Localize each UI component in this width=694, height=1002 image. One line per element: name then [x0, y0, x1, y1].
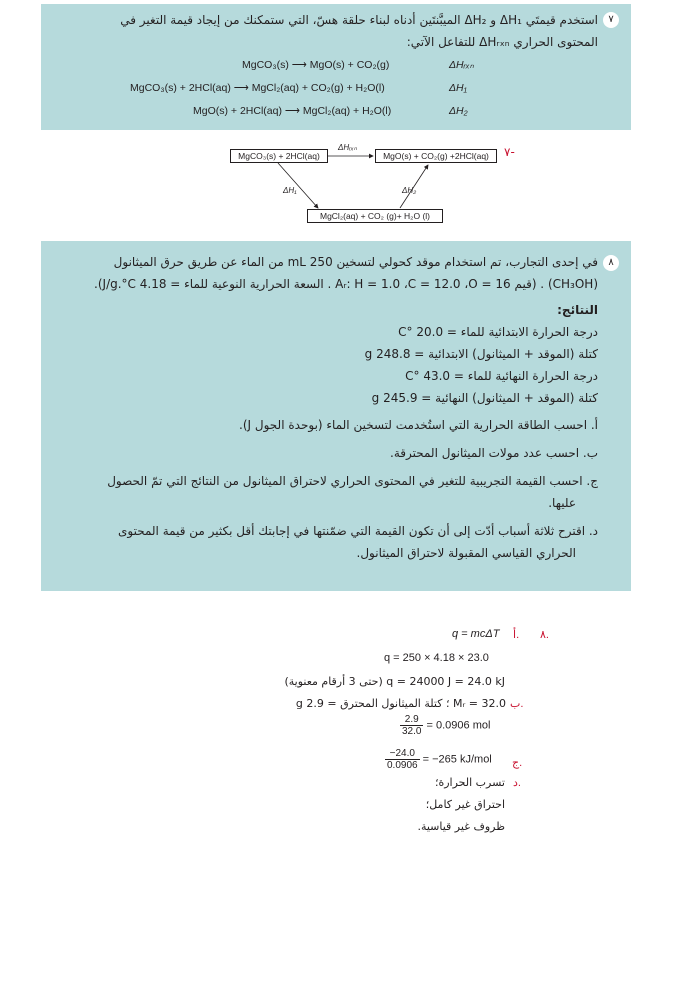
q8-part-c-line-2: عليها. — [548, 496, 576, 510]
hess-box-products: MgO(s) + CO₂(g) +2HCl(aq) — [375, 149, 497, 163]
q8-result-1: درجة الحرارة الابتدائية للماء = 20.0 °C — [398, 325, 598, 339]
q8-part-b: ب. احسب عدد مولات الميثانول المحترقة. — [390, 446, 598, 460]
q8-answer-c-1: $\frac{-24.0}{0.0906}$ = −265 kJ/mol — [387, 748, 492, 771]
q8-part-d-line-2: الحراري القياسي المقبولة لاحتراق الميثانول. — [356, 546, 576, 560]
q8-answer-a-1: q = mcΔT — [452, 628, 500, 640]
q8-result-3: درجة الحرارة النهائية للماء = 43.0 °C — [405, 369, 598, 383]
q7-eq-1-dh: ΔH₁ — [449, 82, 467, 94]
q7-answer-number: ٧- — [504, 145, 515, 159]
q8-answer-b-label: ب. — [510, 698, 524, 710]
question-8-number: ٨ — [603, 255, 619, 271]
q8-answer-d-3: ظروف غير قياسية. — [417, 820, 505, 833]
q8-answer-a-2: q = 250 × 4.18 × 23.0 — [384, 652, 489, 664]
q7-equation-rxn: MgCO₃(s) ⟶ MgO(s) + CO₂(g) ΔHᵣₓₙ — [242, 59, 474, 71]
q8-result-2: كتلة (الموقد + الميثانول) الابتدائية = 248.8 g — [364, 347, 598, 361]
hess-label-dh1: ΔH₁ — [283, 186, 297, 195]
q8-part-a: أ. احسب الطاقة الحرارية التي استُخدمت لتسخين الماء (بوحدة الجول J). — [239, 418, 598, 432]
q7-eq-2-dh: ΔH₂ — [449, 105, 468, 117]
hess-label-rxn: ΔHᵣₓₙ — [338, 143, 357, 152]
hess-cycle-arrows — [0, 0, 694, 240]
q8-answer-d-1: تسرب الحرارة؛ — [434, 776, 505, 789]
q8-prompt-line-2: (CH₃OH) . (قيم Aᵣ: H = 1.0 ،C = 12.0 ،O = 16 . السعة الحرارية النوعية للماء = 4.18 J/g.°C). — [94, 277, 598, 291]
q7-equation-1: MgCO₃(s) + 2HCl(aq) ⟶ MgCl₂(aq) + CO₂(g) + H₂O(l) ΔH₁ — [130, 82, 467, 94]
q8-answer-d-2: احتراق غير كامل؛ — [425, 798, 505, 811]
q8-answer-b-fraction: $\frac{2.9}{32.0}$ — [402, 714, 422, 737]
q8-part-d-line-1: د. اقترح ثلاثة أسباب أدّت إلى أن تكون القيمة التي ضمّنتها في إجابتك أقل بكثير من قيمة المحتوى — [118, 524, 598, 538]
q7-eq-rxn-dh: ΔHᵣₓₙ — [449, 59, 474, 71]
q7-prompt-line-1: استخدم قيمتَي ΔH₁ و ΔH₂ الميبَّنتَين أدناه لبناء حلقة هسّ، التي ستمكنك من إيجاد قيمة التغير في — [120, 13, 598, 27]
hess-label-dh2: ΔH₂ — [402, 186, 417, 195]
q8-answer-c-label: ج. — [512, 757, 523, 769]
hess-box-intermediate: MgCl₂(aq) + CO₂ (g)+ H₂O (l) — [307, 209, 443, 223]
q8-result-4: كتلة (الموقد + الميثانول) النهائية = 245.9 g — [371, 391, 598, 405]
q8-prompt-line-1: في إحدى التجارب، تم استخدام موقد كحولي لتسخين 250 mL من الماء عن طريق حرق الميثانول — [113, 255, 598, 269]
q8-answer-a-3: q = 24000 J = 24.0 kJ (حتى 3 أرقام معنوية) — [284, 675, 505, 688]
hess-box-reactants: MgCO₃(s) + 2HCl(aq) — [230, 149, 328, 163]
q8-answer-d-label: د. — [513, 777, 521, 789]
q8-answer-number: ٨. — [540, 629, 549, 641]
q8-answer-b-2: $\frac{2.9}{32.0}$ = 0.0906 mol — [402, 714, 491, 737]
q8-answer-a-label: أ. — [513, 629, 520, 641]
q8-answer-b-1: Mᵣ = 32.0 ؛ كتلة الميثانول المحترق = 2.9 g — [295, 697, 506, 710]
q8-results-title: النتائج: — [557, 303, 598, 317]
q7-prompt-line-2: المحتوى الحراري ΔHᵣₓₙ للتفاعل الآتي: — [406, 35, 598, 49]
q7-equation-2: MgO(s) + 2HCl(aq) ⟶ MgCl₂(aq) + H₂O(l) ΔH₂ — [193, 105, 468, 117]
q8-answer-c-fraction: $\frac{-24.0}{0.0906}$ — [387, 748, 418, 771]
q8-part-c-line-1: ج. احسب القيمة التجريبية للتغير في المحتوى الحراري لاحتراق الميثانول من النتائج التي تمّ الحصول — [107, 474, 598, 488]
question-7-number: ٧ — [603, 12, 619, 28]
